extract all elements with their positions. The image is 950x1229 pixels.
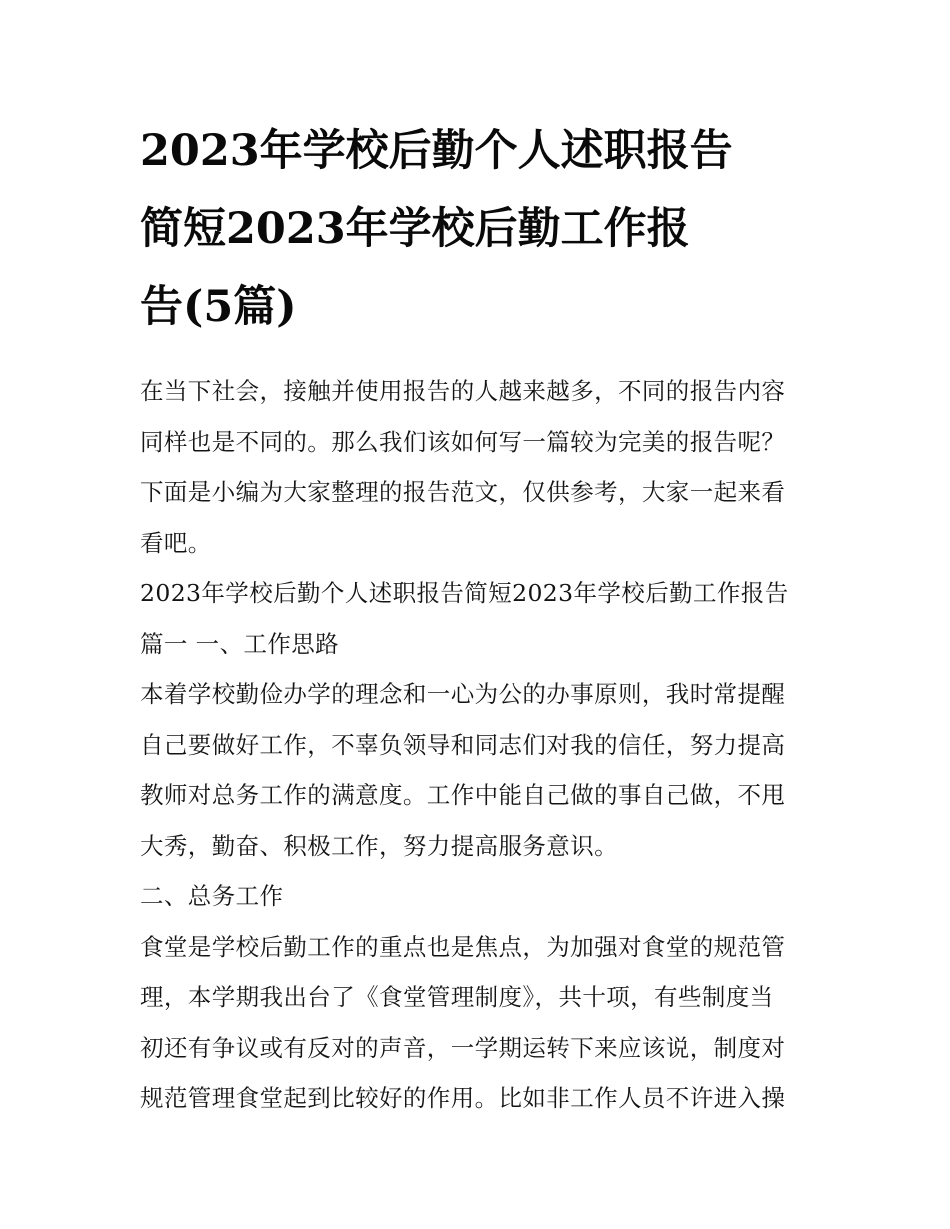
body-line: 食堂是学校后勤工作的重点也是焦点，为加强对食堂的规范管: [140, 932, 786, 961]
section-heading: 篇一 一、工作思路: [140, 629, 340, 658]
body-line: 在当下社会，接触并使用报告的人越来越多，不同的报告内容: [140, 377, 786, 405]
section-heading: 二、总务工作: [140, 882, 284, 910]
body-line: 下面是小编为大家整理的报告范文，仅供参考，大家一起来看: [140, 478, 786, 506]
title-line: 简短2023年学校后勤工作报: [140, 204, 690, 254]
body-line: 本着学校勤俭办学的理念和一心为公的办事原则，我时常提醒: [140, 680, 786, 708]
body-line: 自己要做好工作，不辜负领导和同志们对我的信任，努力提高: [140, 730, 786, 759]
body-line: 同样也是不同的。那么我们该如何写一篇较为完美的报告呢？: [140, 427, 786, 456]
body-line: 初还有争议或有反对的声音，一学期运转下来应该说，制度对: [140, 1033, 786, 1062]
document-title: [140, 112, 812, 346]
document-page: [140, 112, 812, 1124]
section-heading: 2023年学校后勤个人述职报告简短2023年学校后勤工作报告: [140, 579, 789, 607]
body-line: 教师对总务工作的满意度。工作中能自己做的事自己做，不甩: [140, 781, 786, 809]
document-body: [140, 366, 812, 1124]
body-line: 大秀，勤奋、积极工作，努力提高服务意识。: [140, 831, 618, 860]
body-line: 理，本学期我出台了《食堂管理制度》，共十项，有些制度当: [140, 983, 774, 1011]
title-line: 2023年学校后勤个人述职报告: [140, 126, 733, 176]
body-line: 看吧。: [140, 528, 212, 557]
body-line: 规范管理食堂起到比较好的作用。比如非工作人员不许进入操: [140, 1084, 786, 1112]
title-line: 告(5篇): [140, 282, 297, 332]
